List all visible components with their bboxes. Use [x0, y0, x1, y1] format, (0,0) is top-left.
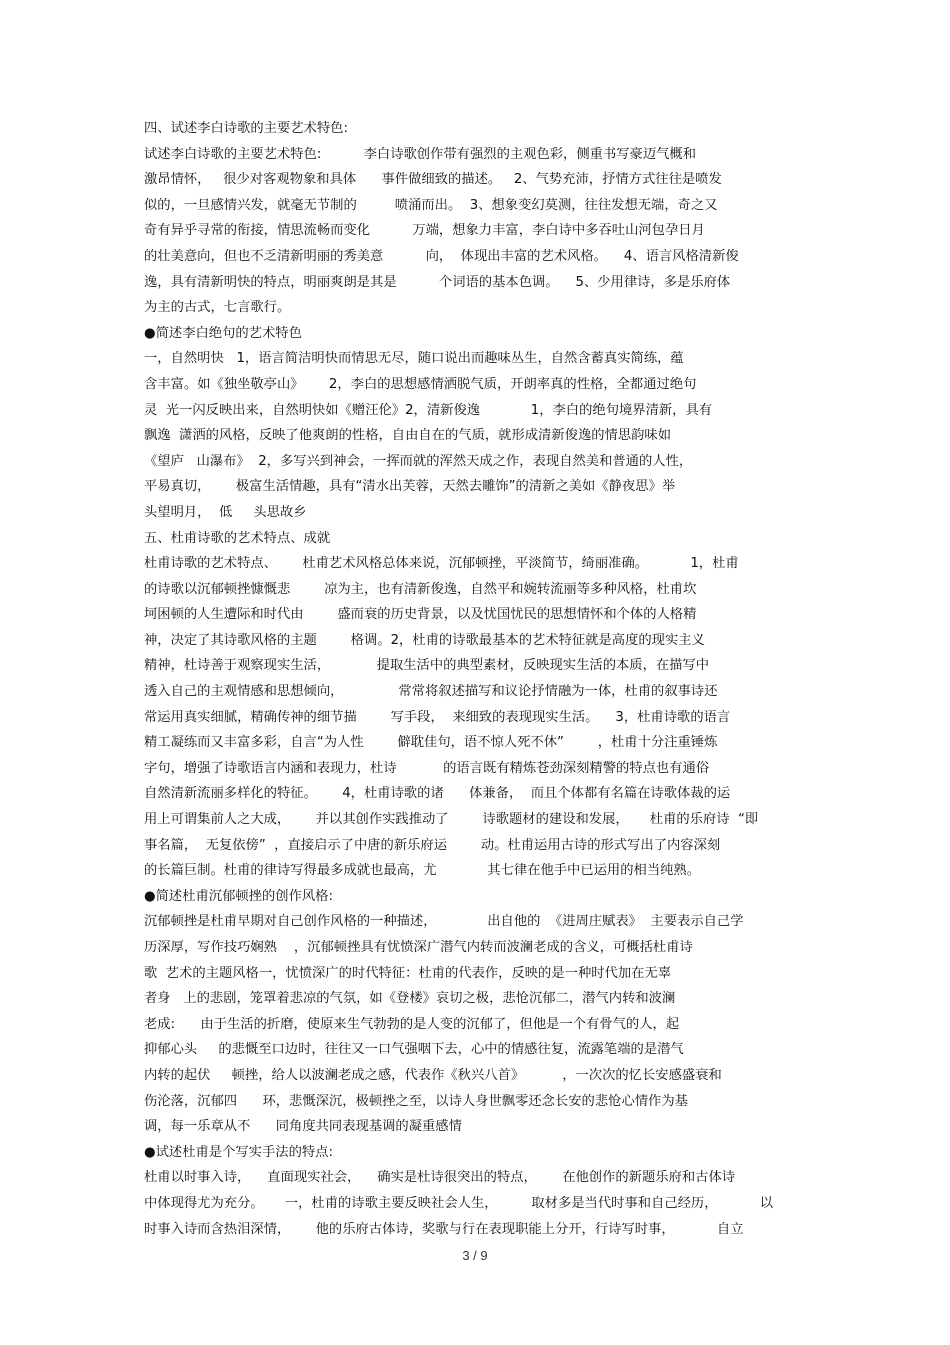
body-text: [144, 116, 814, 1242]
text-line: 灵 光一闪反映出来，自然明快如《赠汪伦》2，清新俊逸 1，李白的绝句境界清新，具有: [144, 402, 713, 418]
text-line: 飘逸 潇洒的风格，反映了他爽朗的性格，自由自在的气质，就形成清新俊逸的情思韵味如: [144, 428, 672, 444]
text-line: 一，自然明快 1，语言简洁明快而情思无尽，随口说出而趣味丛生，自然含蓄真实简练，蕴: [144, 351, 684, 367]
text-line: 四、试述李白诗歌的主要艺术特色:: [144, 121, 348, 136]
text-line: 的壮美意向，但也不乏清新明丽的秀美意 向， 体现出丰富的艺术风格。 4、语言风格清新俊: [144, 248, 739, 264]
text-line: 坷困顿的人生遭际和时代由 盛而衰的历史背景，以及忧国忧民的思想情怀和个体的人格精: [144, 607, 697, 623]
text-line: 头望明月， 低 头思故乡: [144, 504, 307, 520]
text-line: 五、杜甫诗歌的艺术特点、成就: [144, 530, 331, 546]
text-line: 的长篇巨制。杜甫的律诗写得最多成就也最高，尤 其七律在他手中已运用的相当纯熟。: [144, 863, 701, 879]
text-line: 奇有异乎寻常的衔接，情思流畅而变化 万端，想象力丰富，李白诗中多吞吐山河包孕日月: [144, 223, 705, 239]
text-line: 用上可谓集前人之大成， 并以其创作实践推动了 诗歌题材的建设和发展， 杜甫的乐府诗 “即: [144, 812, 759, 828]
text-line: ●简述杜甫沉郁顿挫的创作风格:: [144, 888, 333, 904]
text-line: 常运用真实细腻，精确传神的细节描 写手段， 来细致的表现现实生活。 3，杜甫诗歌的语言: [144, 709, 731, 725]
text-line: 事名篇， 无复依傍” ，直接启示了中唐的新乐府运 动。杜甫运用古诗的形式写出了内容深刻: [144, 837, 721, 853]
text-line: 伤沦落，沉郁四 环，悲慨深沉，极顿挫之至，以诗人身世飘零还念长安的悲怆心情作为基: [144, 1093, 688, 1109]
text-line: 精工凝练而又丰富多彩，自言“为人性 僻耽佳句，语不惊人死不休” ，杜甫十分注重锤炼: [144, 735, 718, 751]
text-line: 字句，增强了诗歌语言内涵和表现力，杜诗 的语言既有精炼苍劲深刻精警的特点也有通俗: [144, 760, 710, 776]
text-line: 歌 艺术的主题风格一，忧愤深广的时代特征：杜甫的代表作，反映的是一种时代加在无辜: [144, 965, 672, 981]
text-line: 为主的古式，七言歌行。: [144, 300, 291, 316]
text-line: 激昂情怀， 很少对客观物象和具体 事件做细致的描述。 2、气势充沛，抒情方式往往是喷发: [144, 172, 722, 188]
text-line: 逸，具有清新明快的特点，明丽爽朗是其是 个词语的基本色调。 5、少用律诗，多是乐府体: [144, 274, 731, 290]
text-line: 自然清新流丽多样化的特征。 4，杜甫诗歌的诸 体兼备， 而且个体都有名篇在诗歌体裁的运: [144, 786, 731, 802]
text-line: 者身 上的悲剧，笼罩着悲凉的气氛，如《登楼》哀切之极，悲怆沉郁二，潜气内转和波澜: [144, 991, 676, 1007]
text-line: 透入自己的主观情感和思想倾向， 常常将叙述描写和议论抒情融为一体，杜甫的叙事诗还: [144, 684, 718, 700]
text-line: ●简述李白绝句的艺术特色: [144, 325, 302, 341]
text-line: ●试述杜甫是个写实手法的特点:: [144, 1144, 333, 1160]
text-line: 沉郁顿挫是杜甫早期对自己创作风格的一种描述， 出自他的 《进周庄赋表》 主要表示自己学: [144, 914, 744, 930]
text-line: 神，决定了其诗歌风格的主题 格调。2，杜甫的诗歌最基本的艺术特征就是高度的现实主义: [144, 632, 705, 648]
text-line: 老成: 由于生活的折磨，使原来生气勃勃的是人变的沉郁了，但他是一个有骨气的人，起: [144, 1016, 680, 1032]
text-line: 含丰富。如《独坐敬亭山》 2，李白的思想感情洒脱气质，开朗率真的性格，全都通过绝句: [144, 376, 697, 392]
text-line: 内转的起伏 顿挫，给人以波澜老成之感，代表作《秋兴八首》 ，一次次的忆长安感盛衰和: [144, 1067, 722, 1083]
text-line: 精神，杜诗善于观察现实生活， 提取生活中的典型素材，反映现实生活的本质，在描写中: [144, 658, 710, 674]
text-line: 平易真切， 极富生活情趣，具有“清水出芙蓉，天然去雕饰”的清新之美如《静夜思》举: [144, 479, 676, 495]
text-line: 时事入诗而含热泪深情， 他的乐府古体诗，奖歌与行在表现职能上分开，行诗写时事， 自立: [144, 1221, 744, 1237]
text-line: 抑郁心头 的悲慨至口边时，往往又一口气强咽下去，心中的情感往复，流露笔端的是潜气: [144, 1042, 684, 1058]
text-line: 杜甫诗歌的艺术特点、 杜甫艺术风格总体来说，沉郁顿挫，平淡简节，绮丽准确。 1，杜甫: [144, 556, 739, 572]
text-line: 的诗歌以沉郁顿挫慷慨悲 凉为主，也有清新俊逸，自然平和婉转流丽等多种风格，杜甫坎: [144, 581, 697, 597]
text-line: 《望庐 山瀑布》 2，多写兴到神会，一挥而就的浑然天成之作，表现自然美和普通的人性，: [144, 453, 693, 469]
text-line: 试述李白诗歌的主要艺术特色: 李白诗歌创作带有强烈的主观色彩，侧重书写豪迈气概和: [144, 146, 697, 162]
text-line: 杜甫以时事入诗， 直面现实社会， 确实是杜诗很突出的特点， 在他创作的新题乐府和古体诗: [144, 1170, 736, 1186]
text-line: 似的，一旦感情兴发，就毫无节制的 喷涌而出。 3、想象变幻莫测，往往发想无端，奇之又: [144, 197, 718, 213]
text-line: 中体现得尤为充分。 一，杜甫的诗歌主要反映社会人生， 取材多是当代时事和自己经历， 以: [144, 1195, 774, 1211]
page-number: 3 / 9: [462, 1248, 488, 1263]
text-line: 历深厚，写作技巧娴熟 ，沉郁顿挫具有忧愤深广潜气内转而波澜老成的含义，可概括杜甫诗: [144, 940, 693, 955]
text-line: 调，每一乐章从不 同角度共同表现基调的凝重感情: [144, 1119, 462, 1135]
